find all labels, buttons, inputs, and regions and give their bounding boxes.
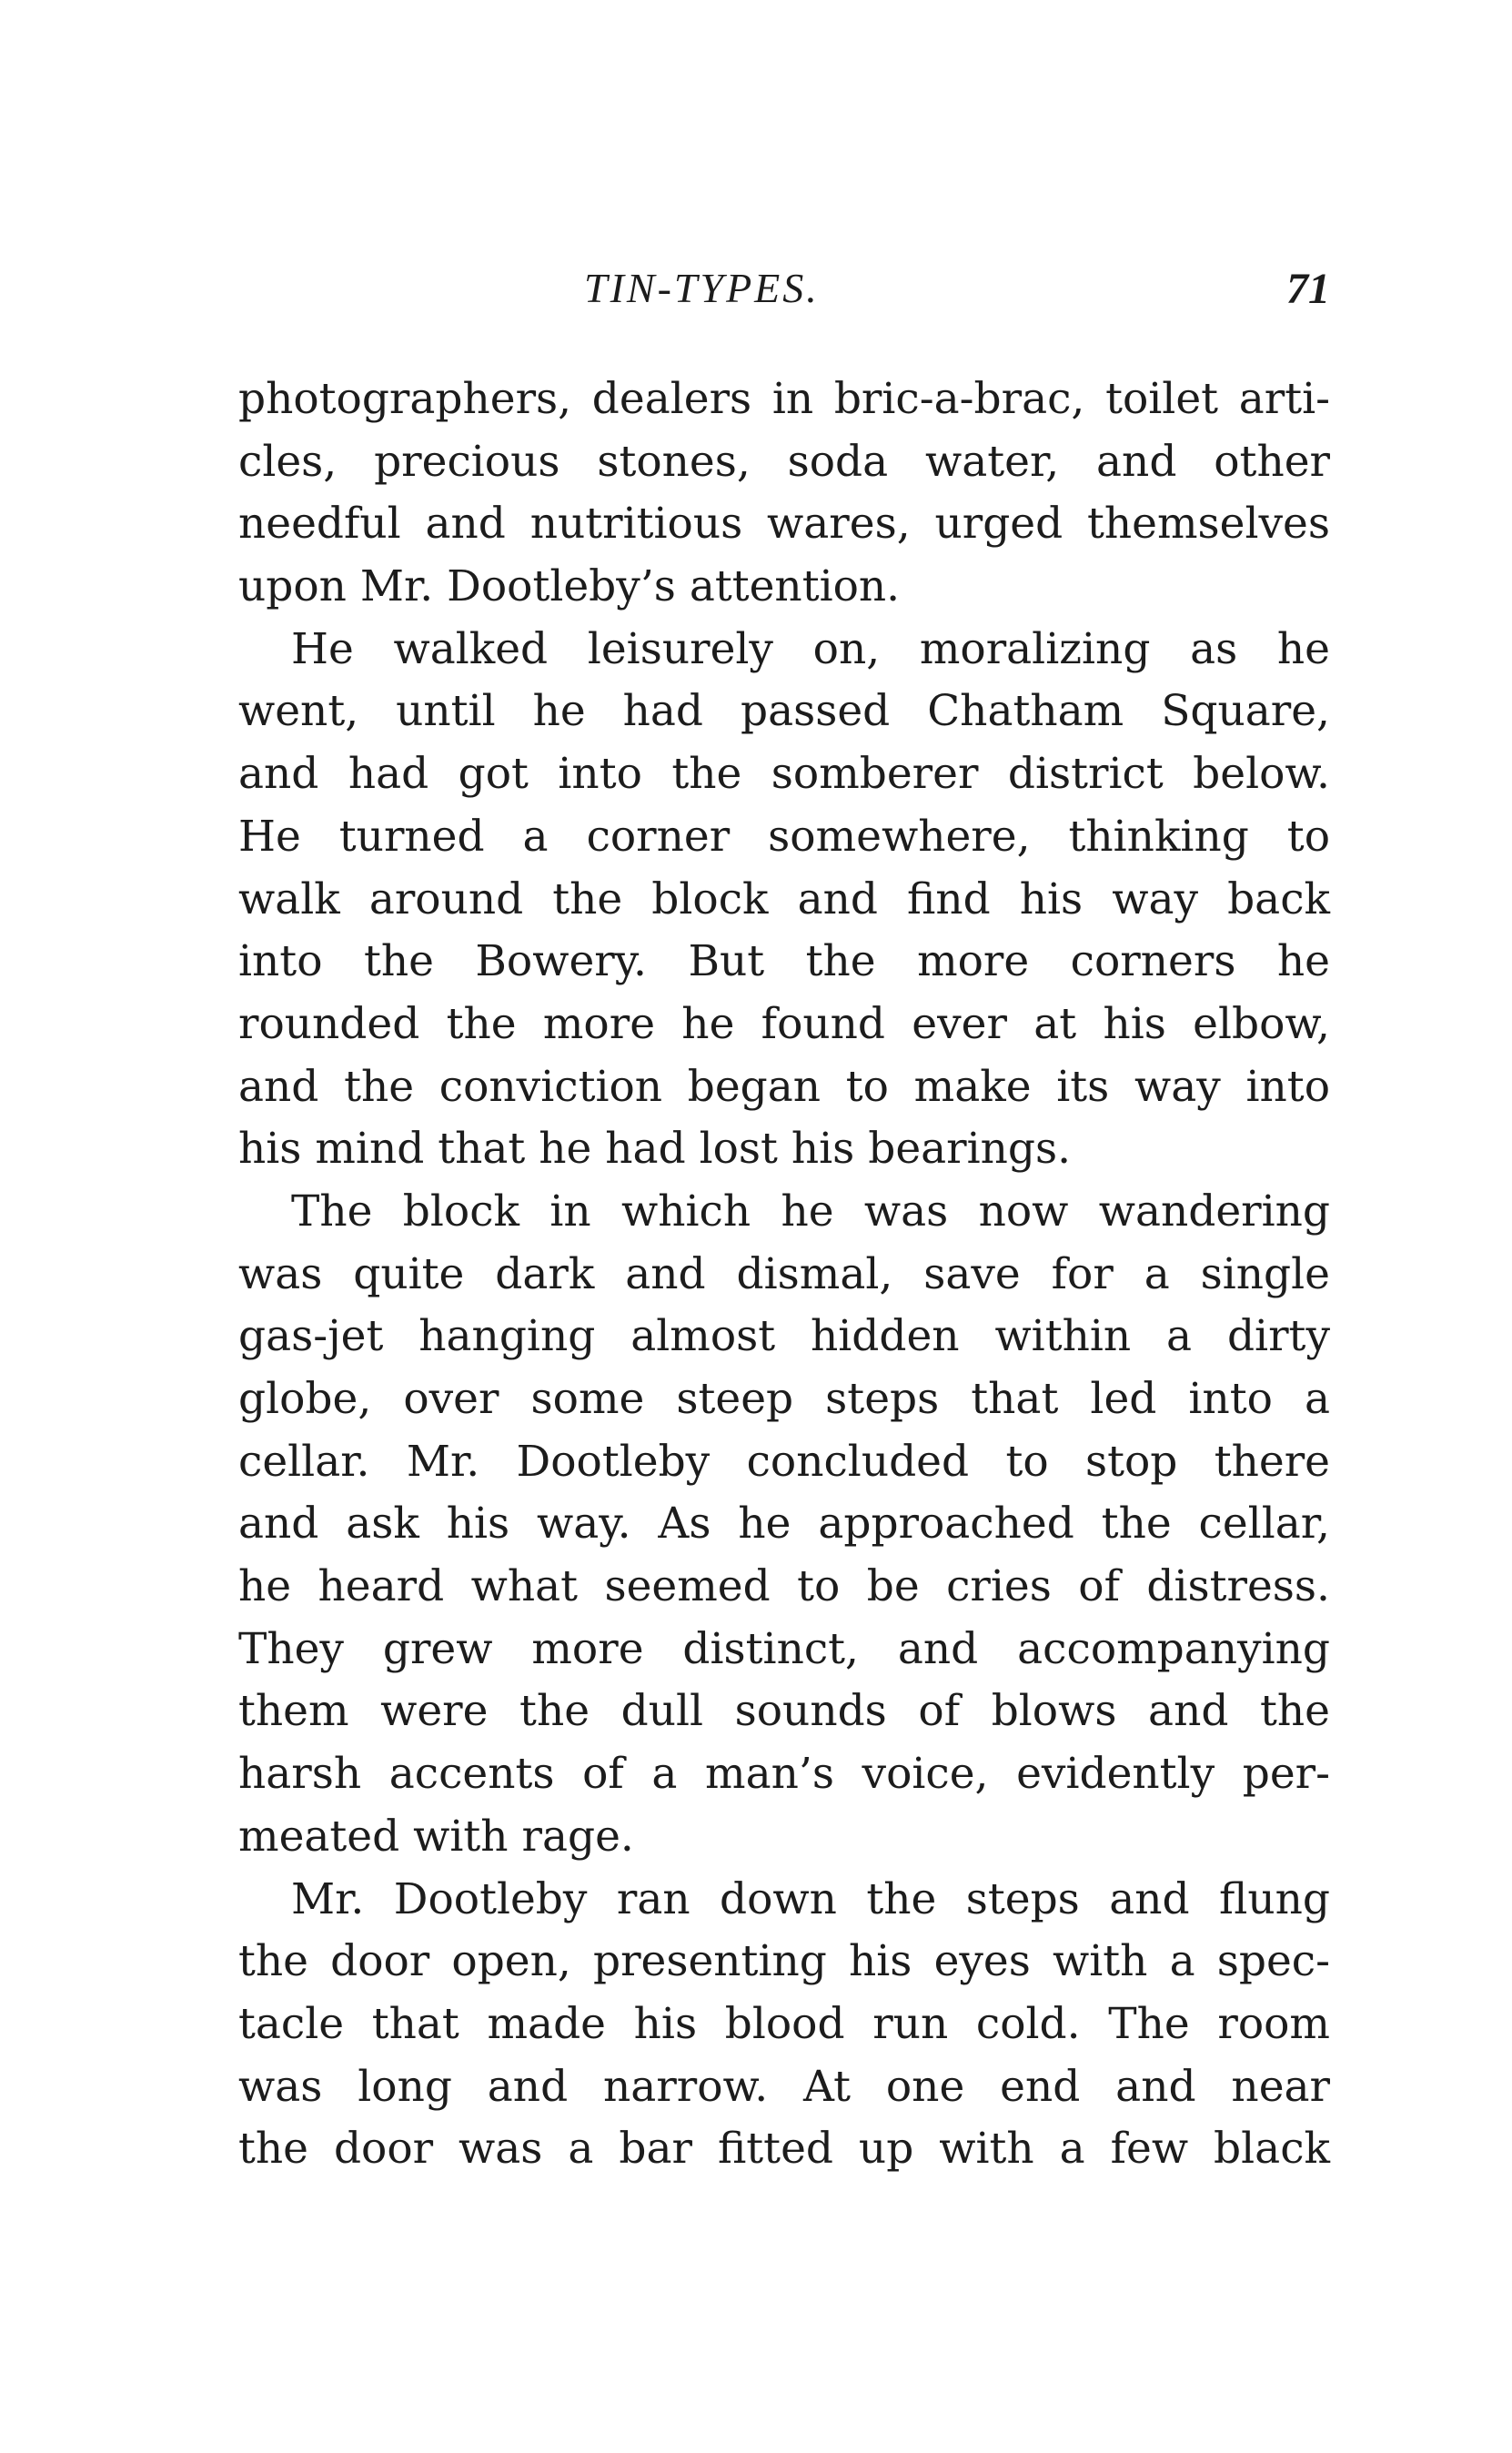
- text-line: needful and nutritious wares, urged themselves: [238, 499, 1330, 550]
- text-line: them were the dull sounds of blows and the: [238, 1686, 1330, 1737]
- text-line: gas-jet hanging almost hidden within a dirty: [238, 1311, 1330, 1362]
- text-line: He turned a corner somewhere, thinking to: [238, 811, 1330, 862]
- text-line: the door was a bar fitted up with a few black: [238, 2124, 1330, 2175]
- text-line: cles, precious stones, soda water, and other: [238, 436, 1330, 487]
- text-line: and had got into the somberer district below.: [238, 749, 1330, 800]
- page-number: 71: [1286, 265, 1330, 313]
- text-line: went, until he had passed Chatham Square,: [238, 686, 1330, 737]
- paragraph-end-line: upon Mr. Dootleby’s attention.: [238, 561, 901, 612]
- running-head: [238, 264, 1330, 328]
- text-line: tacle that made his blood run cold. The room: [238, 1998, 1330, 2049]
- text-line: the door open, presenting his eyes with a spec-: [238, 1936, 1330, 1987]
- text-line: he heard what seemed to be cries of distress.: [238, 1561, 1330, 1612]
- body-text: [238, 368, 1330, 2181]
- text-line: harsh accents of a man’s voice, evidently per-: [238, 1749, 1330, 1800]
- paragraph-first-line: The block in which he was now wandering: [291, 1186, 1330, 1237]
- paragraph-first-line: He walked leisurely on, moralizing as he: [291, 623, 1330, 674]
- text-line: cellar. Mr. Dootleby concluded to stop there: [238, 1436, 1330, 1487]
- paragraph-end-line: meated with rage.: [238, 1811, 634, 1862]
- text-line: was long and narrow. At one end and near: [238, 2061, 1330, 2112]
- paragraph-end-line: his mind that he had lost his bearings.: [238, 1124, 1072, 1175]
- text-line: photographers, dealers in bric-a-brac, toilet arti-: [238, 374, 1330, 424]
- text-line: walk around the block and find his way back: [238, 873, 1330, 924]
- paragraph-first-line: Mr. Dootleby ran down the steps and flung: [291, 1873, 1330, 1924]
- text-line: into the Bowery. But the more corners he: [238, 936, 1330, 987]
- text-line: rounded the more he found ever at his elbow,: [238, 998, 1330, 1049]
- text-line: and ask his way. As he approached the cellar,: [238, 1499, 1330, 1550]
- running-title: TIN-TYPES.: [584, 265, 820, 311]
- text-line: They grew more distinct, and accompanying: [238, 1623, 1330, 1674]
- text-line: and the conviction began to make its way into: [238, 1061, 1330, 1112]
- text-line: was quite dark and dismal, save for a single: [238, 1248, 1330, 1299]
- text-line: globe, over some steep steps that led into a: [238, 1374, 1330, 1424]
